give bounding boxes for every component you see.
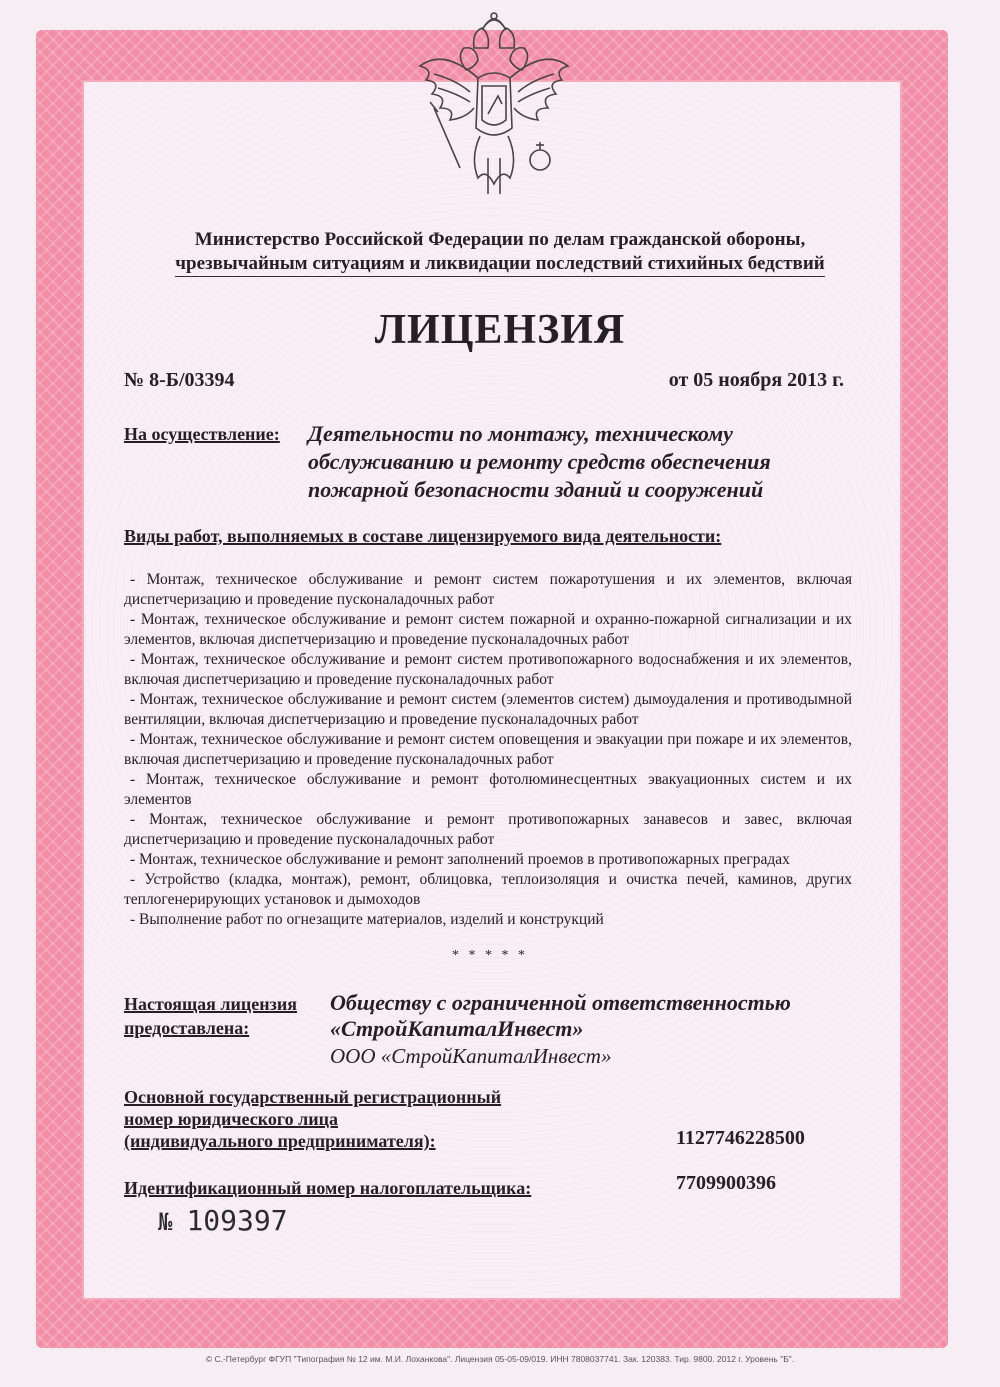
works-item: - Монтаж, техническое обслуживание и ремонт противопожарных занавесов и завес, включая диспетчеризацию и проведение пусконаладочных работ <box>124 811 852 848</box>
works-item: - Устройство (кладка, монтаж), ремонт, облицовка, теплоизоляция и очистка печей, каминов, других теплогенерирующих установок и дымоходов <box>124 871 852 908</box>
blank-serial-number <box>158 1204 288 1237</box>
purpose-text: Деятельности по монтажу, техническому обслуживанию и ремонту средств обеспечения пожарной безопасности зданий и сооружений <box>308 421 771 502</box>
licensee-label <box>124 992 324 1040</box>
printer-imprint: © С.-Петербург ФГУП "Типография № 12 им. М.И. Лоханкова". Лицензия 05-05-09/019. ИНН 7808037741. Зак. 120383. Тир. 9800. 2012 г. Уровень "Б". <box>205 1354 795 1364</box>
licensee-full-name-line-1: Обществу с ограниченной ответственностью <box>330 990 791 1015</box>
licensee-full-name <box>330 990 870 1042</box>
ogrn-label-line-2: номер юридического лица <box>124 1109 338 1129</box>
ogrn-label-line-1: Основной государственный регистрационный <box>124 1087 502 1107</box>
works-item: - Монтаж, техническое обслуживание и ремонт систем (элементов систем) дымоудаления и противодымной вентиляции, включая диспетчеризацию и проведение пусконаладочных работ <box>124 691 852 728</box>
works-item: - Монтаж, техническое обслуживание и ремонт систем пожарной и охранно-пожарной сигнализации и их элементов, включая диспетчеризацию и проведение пусконаладочных работ <box>124 611 852 648</box>
ministry-heading <box>120 228 880 277</box>
ogrn-label-line-3: (индивидуального предпринимателя): <box>124 1131 436 1151</box>
section-separator: * * * * * <box>452 948 528 963</box>
works-item: - Монтаж, техническое обслуживание и ремонт систем противопожарного водоснабжения и их элементов, включая диспетчеризацию и проведение пусконаладочных работ <box>124 651 852 688</box>
works-list <box>124 570 852 930</box>
licensee-full-name-line-2: «СтройКапиталИнвест» <box>330 1016 584 1041</box>
works-item: - Монтаж, техническое обслуживание и ремонт систем пожаротушения и их элементов, включая диспетчеризацию и проведение пусконаладочных работ <box>124 571 852 608</box>
works-item: - Монтаж, техническое обслуживание и ремонт систем оповещения и эвакуации при пожаре и их элементов, включая диспетчеризацию и проведение пусконаладочных работ <box>124 731 852 768</box>
document-title: ЛИЦЕНЗИЯ <box>374 307 626 353</box>
inn-label: Идентификационный номер налогоплательщика: <box>124 1178 532 1198</box>
inn-value: 7709900396 <box>676 1172 776 1194</box>
licensee-short-name: ООО «СтройКапиталИнвест» <box>330 1044 612 1068</box>
works-heading: Виды работ, выполняемых в составе лицензируемого вида деятельности: <box>124 526 722 546</box>
number-sign: № <box>158 1208 173 1236</box>
licensee-label-line-1: Настоящая лицензия <box>124 994 297 1014</box>
ogrn-label <box>124 1086 564 1152</box>
licensee-label-line-2: предоставлена: <box>124 1018 250 1038</box>
ministry-line-2: чрезвычайным ситуациям и ликвидации последствий стихийных бедствий <box>175 252 824 277</box>
ministry-line-1: Министерство Российской Федерации по делам гражданской обороны, <box>194 229 806 250</box>
works-item: - Выполнение работ по огнезащите материалов, изделий и конструкций <box>130 911 604 928</box>
purpose-label: На осуществление: <box>124 424 280 444</box>
license-number: № 8-Б/03394 <box>124 369 235 391</box>
ogrn-value: 1127746228500 <box>676 1127 805 1149</box>
coat-of-arms-icon <box>404 8 584 204</box>
blank-number-value: 109397 <box>186 1204 288 1237</box>
license-date: от 05 ноября 2013 г. <box>668 369 844 391</box>
works-item: - Монтаж, техническое обслуживание и ремонт фотолюминесцентных эвакуационных систем и их элементов <box>124 771 852 808</box>
works-item: - Монтаж, техническое обслуживание и ремонт заполнений проемов в противопожарных преградах <box>130 851 790 868</box>
